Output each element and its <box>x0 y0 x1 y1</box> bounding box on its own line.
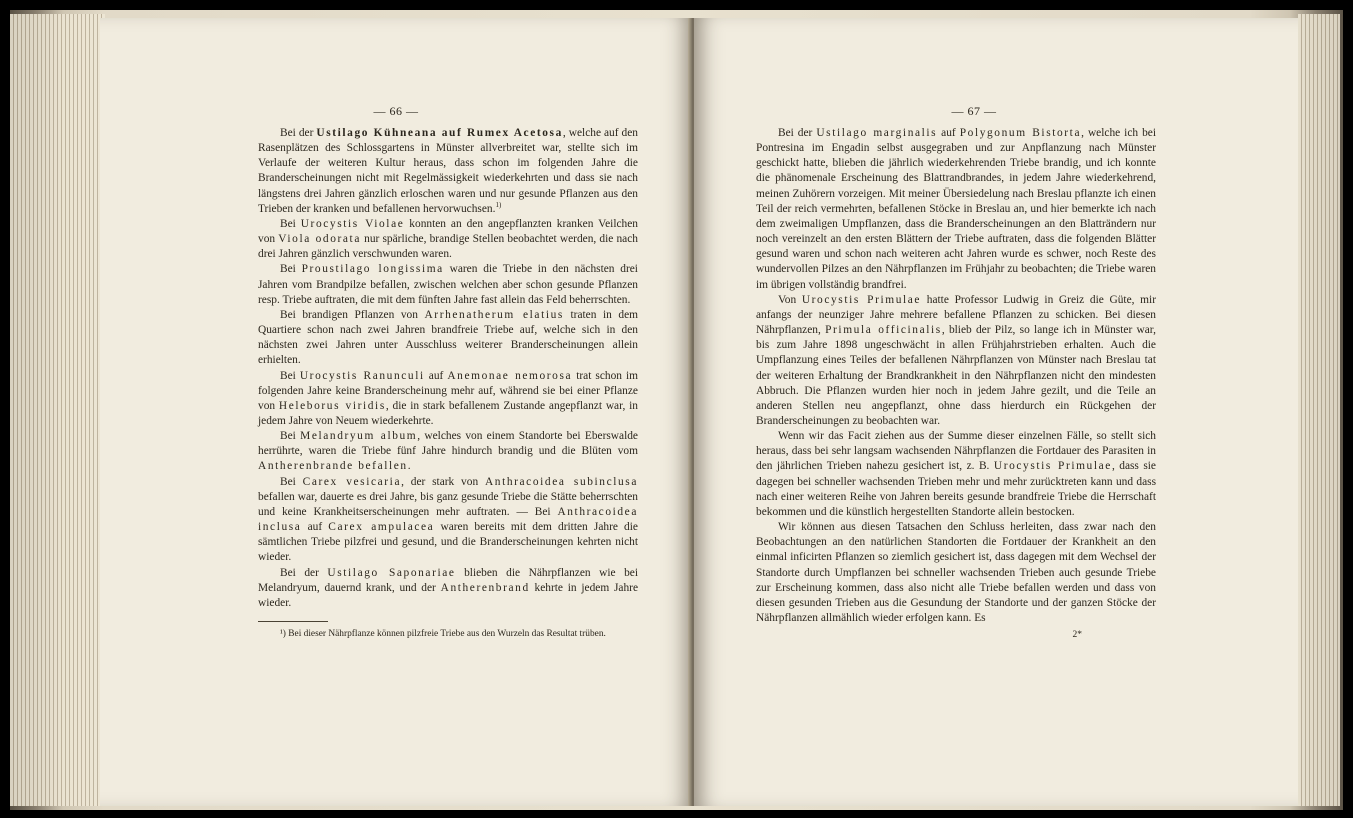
species-name: Ustilago Kühneana auf Rumex Acetosa <box>316 127 563 139</box>
paragraph <box>258 308 638 369</box>
text-run: kehrte in jedem Jahre wieder. <box>258 581 638 609</box>
paragraph <box>258 217 638 262</box>
text-run: Bei <box>280 475 303 488</box>
species-name: Antherenbrand <box>440 581 530 594</box>
text-run: nur spärliche, brandige Stellen beobachtet werden, die nach drei Jahren gänzlich verschwunden waren. <box>258 233 638 261</box>
text-run: trat schon im folgenden Jahre keine Branderscheinung mehr auf, während sie bei einer Pflanze von <box>258 369 638 412</box>
paragraph <box>756 520 1156 626</box>
page-edges-left <box>10 14 105 806</box>
species-name: Carex vesicaria <box>302 475 402 488</box>
paragraph <box>756 293 1156 429</box>
left-page <box>100 18 692 806</box>
paragraph <box>756 429 1156 520</box>
species-name: Urocystis Primulae <box>993 460 1112 473</box>
species-name: Carex ampulacea <box>328 521 435 534</box>
species-name: Ustilago Saponariae <box>327 566 456 579</box>
paragraph <box>258 566 638 611</box>
text-run: Bei <box>280 430 301 443</box>
text-run: Bei <box>280 217 301 230</box>
text-run: waren bereits mit dem dritten Jahre die sämtlichen Triebe pilzfrei und gesund, und die Branderscheinungen kehrten nicht wieder. <box>258 521 638 564</box>
page-edges-right <box>1298 14 1340 806</box>
text-run: Bei brandigen Pflanzen von <box>280 308 425 321</box>
text-run: befallen war, dauerte es drei Jahre, bis ganz gesunde Triebe die Stätte beherrschten und keine Krankheitserscheinungen mehr auftraten. — Bei <box>258 490 638 518</box>
text-run: , dass sie dagegen bei schneller wachsenden Trieben mehr und mehr zurücktreten kann und dass nach einer weiteren Reihe von Jahren bereits gesunde brandfreie Triebe die Herrschaft bekommen und die künstlich hergestellten Standorte allein bestocken. <box>756 460 1156 518</box>
text-run: Bei <box>280 263 302 276</box>
species-name: Primula officinalis <box>825 324 942 337</box>
species-name: Melandryum album <box>300 430 418 443</box>
footnote-marker: 1) <box>495 200 502 209</box>
text-run: , der stark von <box>401 475 485 488</box>
paragraph <box>258 262 638 307</box>
paragraph <box>258 126 638 217</box>
text-run: Bei der <box>280 566 328 579</box>
text-run: Bei der <box>280 127 317 139</box>
species-name: Anthracoidea inclusa <box>258 505 638 534</box>
text-run: Wenn wir das Facit ziehen aus der Summe dieser einzelnen Fälle, so stellt sich heraus, dass bei sehr langsam wachsenden Nährpflanzen die Fortdauer des Parasiten in den jährlichen Trieben nahezu gesichert ist, z. B. <box>756 430 1156 473</box>
species-name: Polygonum Bistorta <box>959 127 1082 139</box>
text-run: konnten an den angepflanzten kranken Veilchen von <box>258 217 638 246</box>
species-name: Urocystis Violae <box>300 217 405 230</box>
text-run: hatte Professor Ludwig in Greiz die Güte, mir anfangs der neunziger Jahre mehrere befallene Pflanzen zu schicken. Bei diesen Nährpflanzen, <box>756 293 1156 337</box>
species-name: Heleborus viridis <box>278 399 386 412</box>
text-run: auf <box>937 127 960 139</box>
paragraph <box>258 475 638 566</box>
right-page-text <box>756 126 1156 643</box>
species-name: Ustilago marginalis <box>816 127 938 139</box>
text-run: auf <box>301 521 329 534</box>
text-run: . <box>407 460 411 473</box>
species-name: Proustilago longissima <box>301 263 444 276</box>
text-run: Bei <box>280 369 300 382</box>
species-name: Anemonae nemorosa <box>447 369 573 382</box>
text-run: Wir können aus diesen Tatsachen den Schluss herleiten, dass zwar nach den Beobachtungen an den natürlichen Standorten die Fortdauer der Krankheit an den einmal inficirten Pflanzen so ziemlich gesichert ist, dass dagegen mit dem Wechsel der Standorte durch Umpflanzen bei schneller wachsenden Trieben auch gesunde Triebe zur Erscheinung kommen, dass also nicht alle Triebe befallen werden und dass von diesen gesunden Trieben aus die Gesundung der Standorte und der ganzen Stöcke der Nährpflanzen allmählich wieder erfolgen kann. Es <box>756 521 1156 624</box>
paragraph <box>258 369 638 430</box>
text-run: , welches von einem Standorte bei Eberswalde herrührte, waren die Triebe fünf Jahre hindurch brandig und die Blüten vom <box>258 430 638 458</box>
text-run: , blieb der Pilz, so lange ich in Münster war, bis zum Jahre 1898 ungeschwächt in allen Frühjahrstrieben erhalten. Auch die Umpflanzung eines Teiles der befallenen Nährpflanzen von Münster nach Breslau tat der weiteren Erhaltung der Brandkrankheit in den Nährpflanzen nicht den mindesten Abbruch. Die Pflanzen wurden hier noch in jedem Jahre gezilt, und die Teile an anderen Stellen neu angepflanzt, ohne dass hierdurch ein Rückgehen der Branderscheinungen zu beobachten war. <box>756 324 1156 427</box>
text-run: Von <box>778 293 802 306</box>
species-name: Urocystis Ranunculi <box>299 369 425 382</box>
species-name: Antherenbrande befallen <box>258 460 408 473</box>
left-page-text <box>258 126 638 640</box>
species-name: Urocystis Primulae <box>801 293 922 306</box>
text-run: auf <box>424 369 448 382</box>
left-paragraphs <box>258 126 638 611</box>
text-run: traten in dem Quartiere schon nach zwei Jahren brandfreie Triebe auf, welche sich in den nächsten zwei Jahren unter Ausschluss weiterer Branderscheinungen allein erhielten. <box>258 308 638 367</box>
text-run: waren die Triebe in den nächsten drei Jahren vom Brandpilze befallen, zwischen welchen aber schon gesunde Pflanzen resp. Triebe auftraten, die mit dem fünften Jahre fast allein das Feld beherrschten. <box>258 263 638 306</box>
text-run: , welche auf den Rasenplätzen des Schlossgartens in Münster allverbreitet war, stellte sich im Verlaufe der weiteren Kultur heraus, dass schon im folgenden Jahre die Branderscheinungen nicht mit Regelmässigkeit wiederkehrten und dass sie nach längstens drei Jahren gänzlich erloschen waren und nur gesunde Pflanzen aus den Trieben der kranken und befallenen hervorwuchsen. <box>258 127 639 215</box>
signature-mark: 2* <box>1072 630 1082 641</box>
right-page <box>694 18 1298 806</box>
text-run: , welche ich bei Pontresina im Engadin selbst ausgegraben und zur Anpflanzung nach Münster geschickt hatte, blieben die jährlich wiederkehrenden Triebe brandig, und ich konnte die phänomenale Erscheinung des Blattrandbrandes, in jedem Jahre wiederkehrend, meinen Zuhörern vorzeigen. Mit meiner Übersiedelung nach Breslau pflanzte ich einen Teil der reich vermehrten, befallenen Stöcke in Breslau an, und hier bemerkte ich nach dem zweimaligen Umpflanzen, dass die Branderscheinungen an den Blatträndern nur noch vereinzelt an den ersten Blättern der Triebe auftraten, dass die folgenden Blätter gesund waren und schon nach weiteren acht Jahren wurde es schwer, noch Reste des wundervollen Pilzes an den Nährpflanzen im Frühjahr zu beobachten; die Triebe waren im übrigen vollständig brandfrei. <box>756 127 1156 291</box>
right-paragraphs <box>756 126 1156 626</box>
paragraph <box>756 126 1156 293</box>
footnote: ¹) Bei dieser Nährpflanze können pilzfreie Triebe aus den Wurzeln das Resultat trüben. <box>280 629 606 639</box>
page-number-right: — 67 — <box>951 104 997 118</box>
text-run: , die in stark befallenem Zustande angepflanzt war, in jedem Jahre von Neuem wiederkehrte. <box>258 399 638 427</box>
footnote-rule <box>258 621 328 622</box>
paragraph <box>258 429 638 474</box>
species-name: Arrhenatherum elatius <box>424 308 564 321</box>
text-run: blieben die Nährpflanzen wie bei Melandryum, dauernd krank, und der <box>258 566 638 594</box>
page-number-left: — 66 — <box>373 104 419 118</box>
species-name: Anthracoidea subinclusa <box>484 475 638 488</box>
species-name: Viola odorata <box>278 233 361 246</box>
text-run: Bei der <box>778 127 817 139</box>
